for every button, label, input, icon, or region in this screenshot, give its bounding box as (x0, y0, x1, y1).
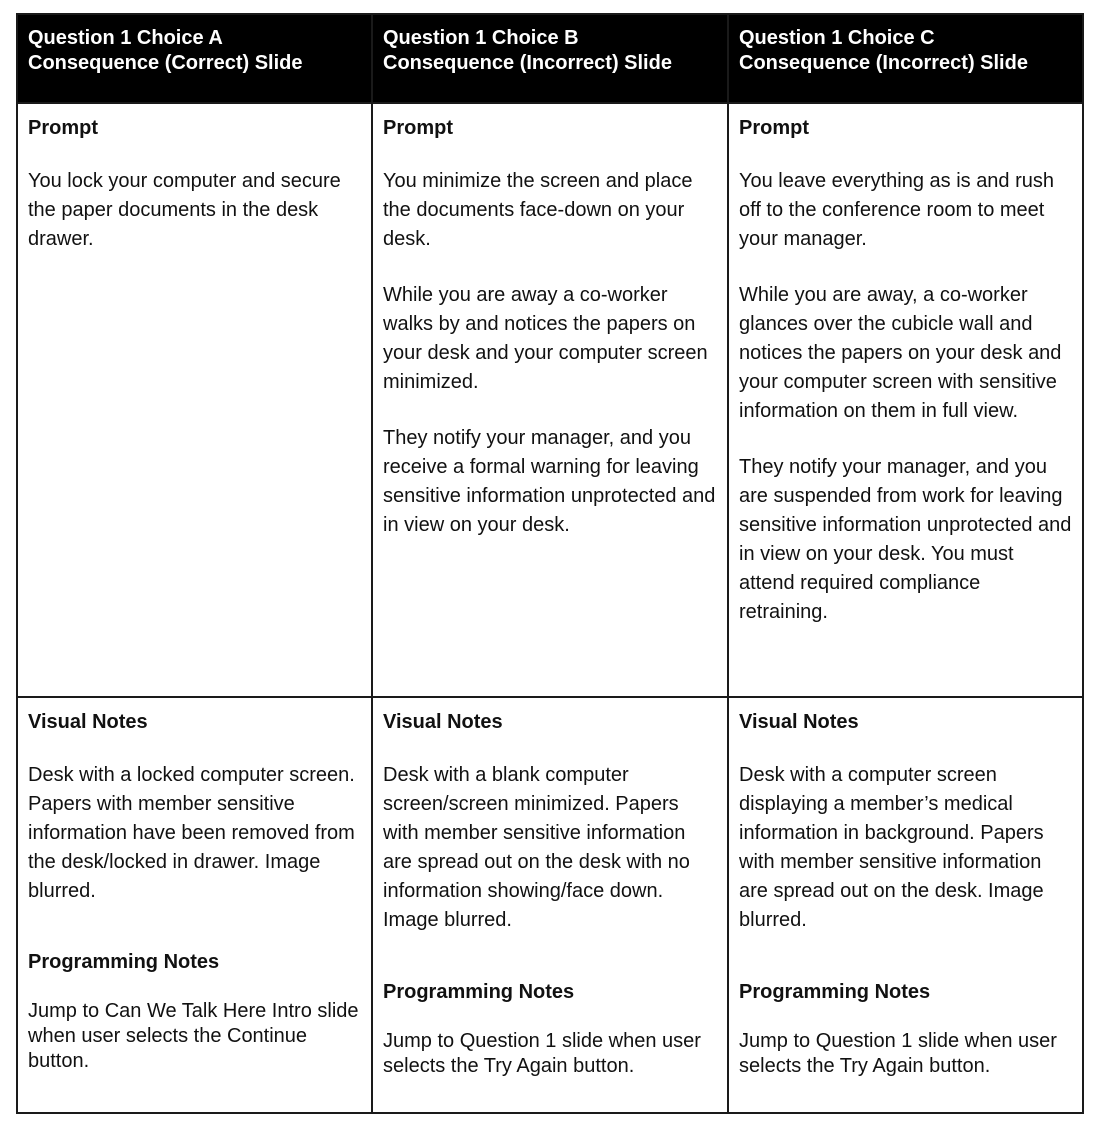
consequence-slides-table (16, 13, 1084, 1114)
prompt-cell-a (18, 104, 373, 698)
programming-notes-text: Jump to Question 1 slide when user selects the Try Again button. (739, 1030, 1057, 1077)
prompt-paragraph: They notify your manager, and you are suspended from work for leaving sensitive information unprotected and in view on your desk. You must attend required compliance retraining. (739, 456, 1072, 623)
header-choice-c-subtitle: Consequence (Incorrect) Slide (739, 52, 1028, 74)
header-choice-b-subtitle: Consequence (Incorrect) Slide (383, 52, 672, 74)
header-choice-c-title: Question 1 Choice C (739, 27, 935, 49)
header-choice-b (373, 15, 729, 104)
prompt-cell-c (729, 104, 1082, 698)
notes-cell-a (18, 698, 373, 1112)
prompt-paragraph: You minimize the screen and place the documents face-down on your desk. (383, 170, 693, 250)
header-choice-b-title: Question 1 Choice B (383, 27, 579, 49)
prompt-label: Prompt (739, 117, 809, 139)
visual-notes-label: Visual Notes (383, 711, 503, 733)
programming-notes-c (739, 979, 1074, 1106)
prompt-paragraph: You leave everything as is and rush off to the conference room to meet your manager. (739, 170, 1055, 250)
header-choice-a-subtitle: Consequence (Correct) Slide (28, 52, 303, 74)
visual-notes-text: Desk with a blank computer screen/screen minimized. Papers with member sensitive information are spread out on the desk with no information showing/face down. Image blurred. (383, 764, 690, 931)
programming-notes-b (383, 979, 719, 1106)
visual-notes-text: Desk with a computer screen displaying a member’s medical information in background. Papers with member sensitive information are spread out on the desk. Image blurred. (739, 764, 1044, 931)
programming-notes-a (28, 949, 363, 1101)
visual-notes-text: Desk with a locked computer screen. Papers with member sensitive information have been removed from the desk/locked in drawer. Image blurred. (28, 764, 355, 902)
visual-notes-label: Visual Notes (739, 711, 859, 733)
prompt-paragraph: While you are away, a co-worker glances over the cubicle wall and notices the papers on your desk and your computer screen with sensitive information on them in full view. (739, 284, 1062, 422)
header-choice-c (729, 15, 1082, 104)
visual-notes-label: Visual Notes (28, 711, 148, 733)
programming-notes-text: Jump to Question 1 slide when user selects the Try Again button. (383, 1030, 701, 1077)
header-choice-a (18, 15, 373, 104)
header-choice-a-title: Question 1 Choice A (28, 27, 223, 49)
notes-cell-c (729, 698, 1082, 1112)
prompt-cell-b (373, 104, 729, 698)
prompt-label: Prompt (28, 117, 98, 139)
prompt-paragraph: While you are away a co-worker walks by and notices the papers on your desk and your computer screen minimized. (383, 284, 708, 393)
prompt-label: Prompt (383, 117, 453, 139)
programming-notes-label: Programming Notes (28, 951, 220, 973)
programming-notes-label: Programming Notes (739, 981, 931, 1003)
programming-notes-label: Programming Notes (383, 981, 575, 1003)
programming-notes-text: Jump to Can We Talk Here Intro slide when user selects the Continue button. (28, 1000, 359, 1072)
notes-cell-b (373, 698, 729, 1112)
prompt-paragraph: You lock your computer and secure the paper documents in the desk drawer. (28, 170, 341, 250)
prompt-paragraph: They notify your manager, and you receive a formal warning for leaving sensitive information unprotected and in view on your desk. (383, 427, 716, 536)
